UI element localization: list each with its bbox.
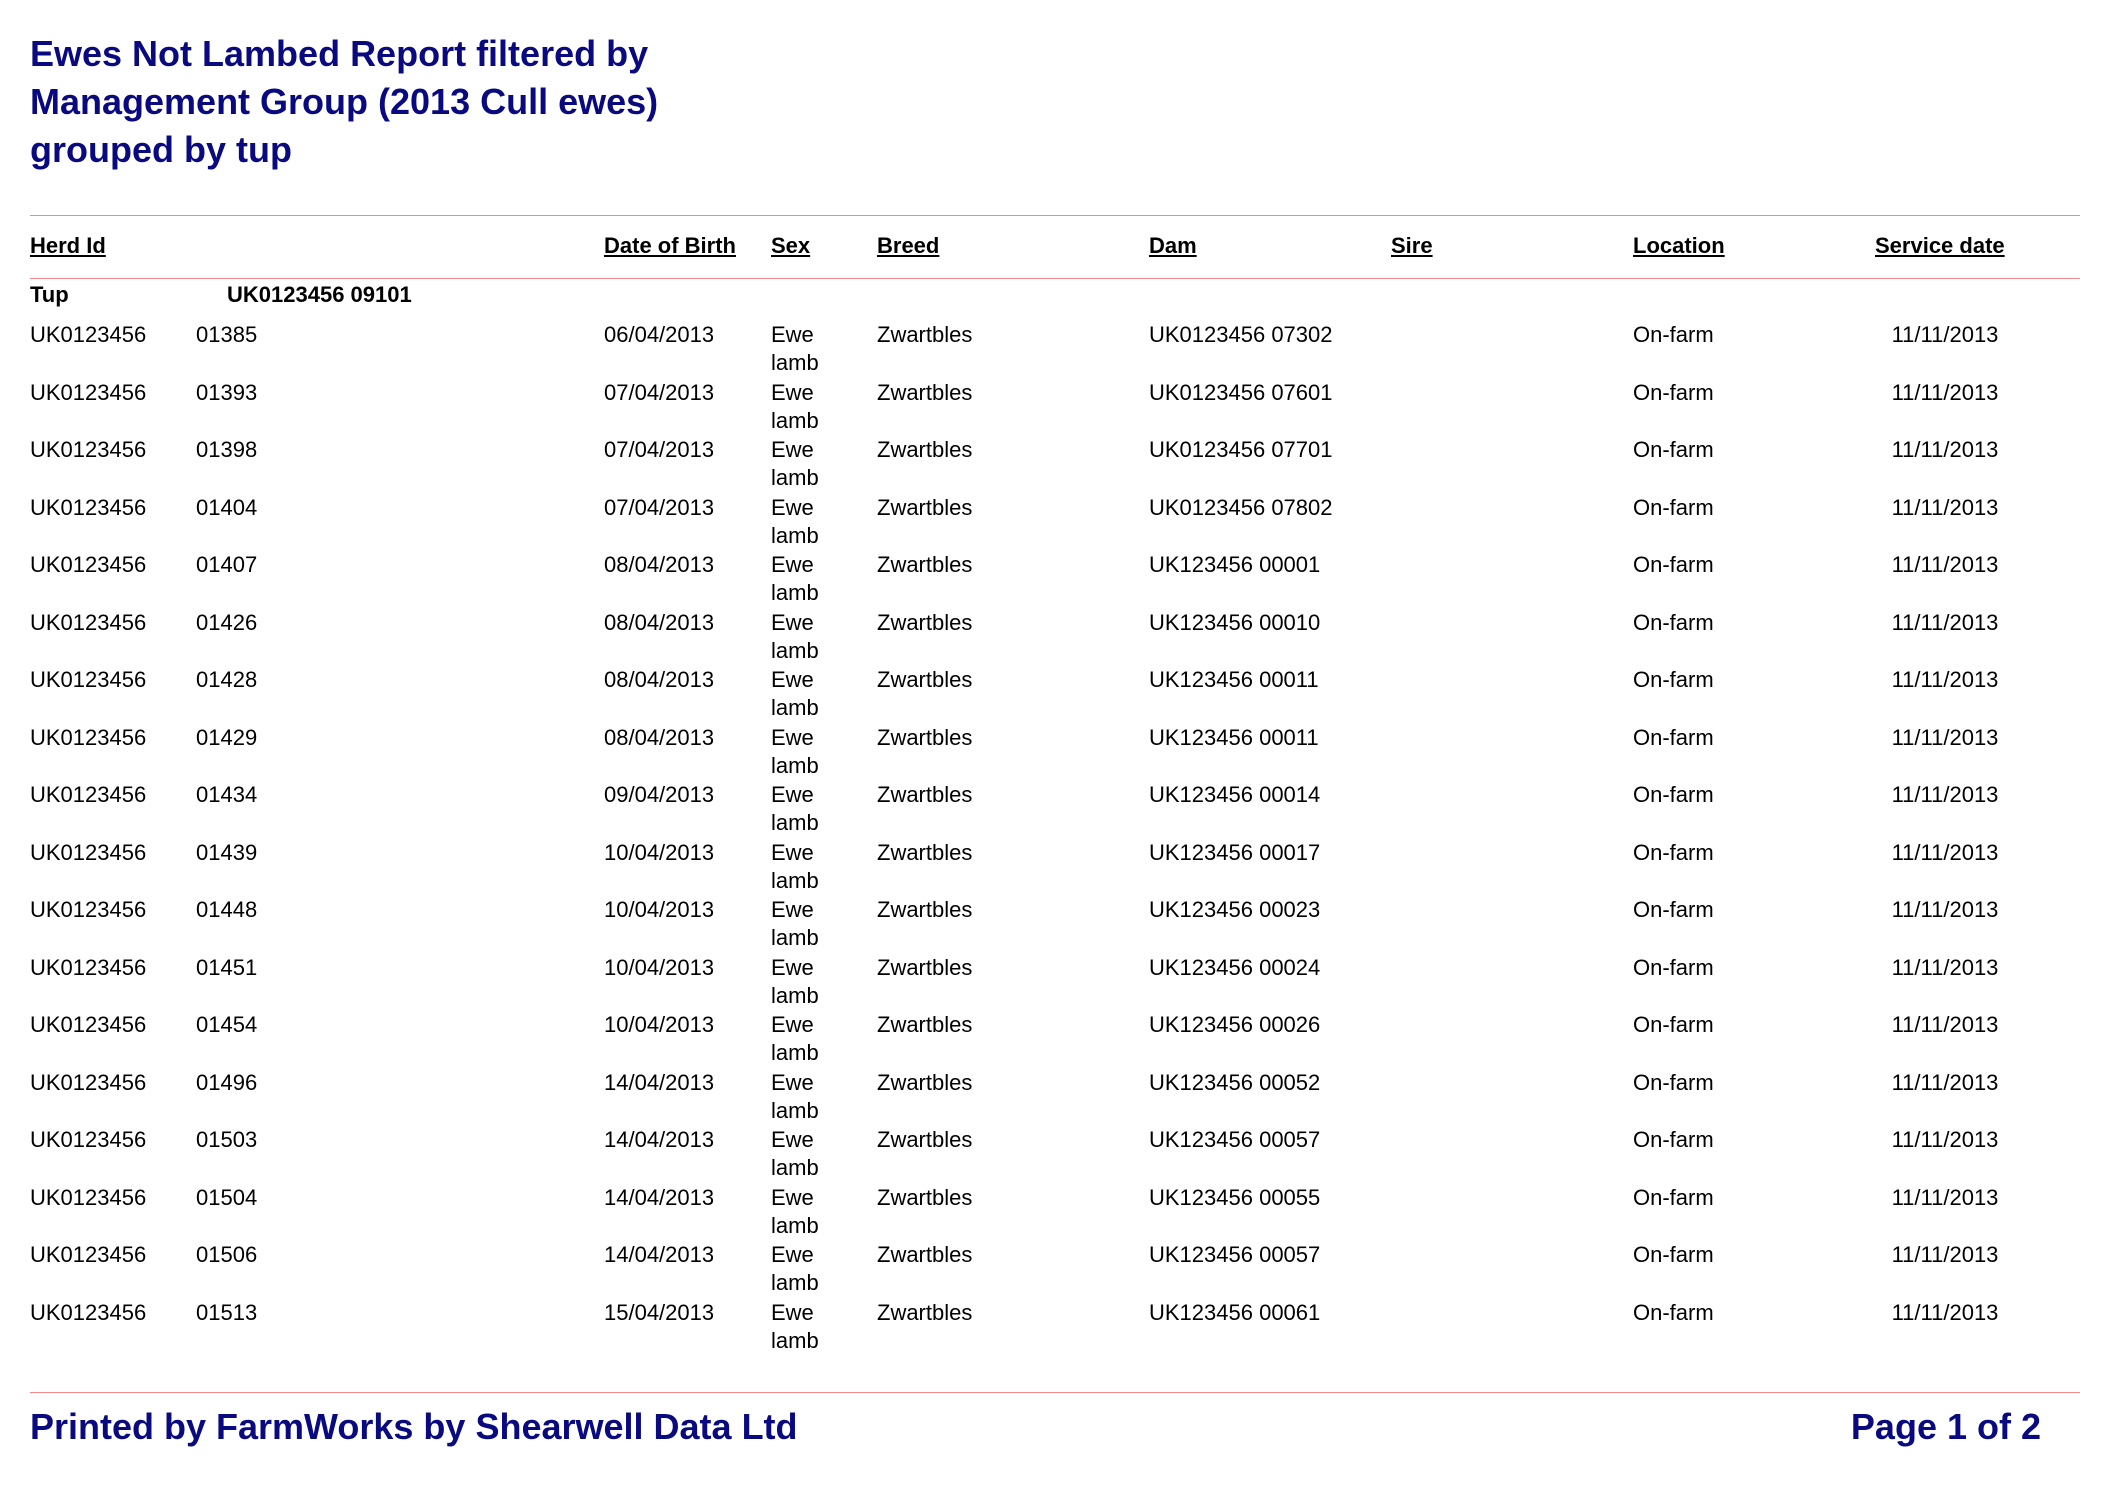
header-top-divider xyxy=(30,215,2080,216)
cell-sex: Ewe lamb xyxy=(771,1184,819,1238)
col-header-location: Location xyxy=(1633,233,1725,258)
cell-location: On-farm xyxy=(1633,1184,1714,1210)
cell-herd: UK0123456 xyxy=(30,322,147,347)
report-title-line-2: Management Group (2013 Cull ewes) xyxy=(30,81,659,122)
table-row xyxy=(0,321,2103,379)
cell-herd: UK0123456 xyxy=(30,1012,147,1037)
cell-location: On-farm xyxy=(1633,1069,1714,1095)
cell-location: On-farm xyxy=(1633,724,1714,750)
cell-dam: UK123456 00017 xyxy=(1149,839,1321,865)
cell-ewe-id: 01503 xyxy=(196,1127,258,1152)
cell-date-of-birth: 15/04/2013 xyxy=(604,1299,715,1325)
cell-service-date: 11/11/2013 xyxy=(1891,322,1999,347)
table-row xyxy=(0,1184,2103,1242)
cell-sex: Ewe lamb xyxy=(771,954,819,1008)
cell-ewe-id: 01448 xyxy=(196,897,258,922)
cell-service-date: 11/11/2013 xyxy=(1891,724,1999,750)
cell-date-of-birth: 08/04/2013 xyxy=(604,552,715,577)
cell-dam: UK123456 00011 xyxy=(1149,724,1319,750)
cell-service-date: 11/11/2013 xyxy=(1891,552,1999,577)
cell-date-of-birth: 10/04/2013 xyxy=(604,1012,715,1037)
cell-herd: UK0123456 xyxy=(30,954,147,980)
cell-ewe-id: 01428 xyxy=(196,667,258,692)
cell-ewe-id: 01454 xyxy=(196,1012,258,1037)
cell-breed: Zwartbles xyxy=(877,782,973,807)
cell-sex: Ewe lamb xyxy=(771,667,819,720)
cell-location: On-farm xyxy=(1633,897,1714,922)
cell-breed: Zwartbles xyxy=(877,839,973,865)
tup-group-label: Tup xyxy=(30,282,69,307)
cell-herd: UK0123456 xyxy=(30,1184,147,1210)
cell-date-of-birth: 08/04/2013 xyxy=(604,724,715,750)
cell-location: On-farm xyxy=(1633,494,1714,520)
cell-ewe-id: 01451 xyxy=(196,954,258,980)
cell-sex: Ewe lamb xyxy=(771,1242,819,1295)
cell-service-date: 11/11/2013 xyxy=(1891,1242,1999,1267)
col-header-dam: Dam xyxy=(1149,233,1197,258)
cell-location: On-farm xyxy=(1633,609,1714,635)
cell-dam: UK123456 00011 xyxy=(1149,667,1319,692)
cell-sex: Ewe lamb xyxy=(771,1069,819,1123)
cell-date-of-birth: 14/04/2013 xyxy=(604,1184,715,1210)
cell-ewe-id: 01429 xyxy=(196,724,258,750)
cell-date-of-birth: 10/04/2013 xyxy=(604,897,715,922)
cell-herd: UK0123456 xyxy=(30,437,147,462)
table-row xyxy=(0,839,2103,897)
table-row xyxy=(0,724,2103,782)
table-row xyxy=(0,781,2103,839)
cell-service-date: 11/11/2013 xyxy=(1891,494,1999,520)
cell-dam: UK123456 00057 xyxy=(1149,1127,1321,1152)
cell-service-date: 11/11/2013 xyxy=(1891,839,1999,865)
table-row xyxy=(0,494,2103,552)
cell-dam: UK0123456 07701 xyxy=(1149,437,1333,462)
cell-date-of-birth: 14/04/2013 xyxy=(604,1069,715,1095)
cell-sex: Ewe lamb xyxy=(771,897,819,950)
cell-breed: Zwartbles xyxy=(877,609,973,635)
header-bottom-divider xyxy=(30,278,2080,279)
cell-date-of-birth: 08/04/2013 xyxy=(604,609,715,635)
cell-herd: UK0123456 xyxy=(30,552,147,577)
cell-breed: Zwartbles xyxy=(877,1299,973,1325)
cell-location: On-farm xyxy=(1633,839,1714,865)
table-row xyxy=(0,1011,2103,1069)
cell-date-of-birth: 10/04/2013 xyxy=(604,839,715,865)
cell-herd: UK0123456 xyxy=(30,782,147,807)
col-header-sex: Sex xyxy=(771,233,811,258)
cell-location: On-farm xyxy=(1633,1299,1714,1325)
cell-service-date: 11/11/2013 xyxy=(1891,609,1999,635)
cell-herd: UK0123456 xyxy=(30,1242,147,1267)
cell-herd: UK0123456 xyxy=(30,667,147,692)
cell-location: On-farm xyxy=(1633,437,1714,462)
cell-sex: Ewe lamb xyxy=(771,552,819,605)
cell-ewe-id: 01404 xyxy=(196,494,258,520)
cell-dam: UK123456 00010 xyxy=(1149,609,1321,635)
cell-service-date: 11/11/2013 xyxy=(1891,1127,1999,1152)
cell-ewe-id: 01426 xyxy=(196,609,258,635)
cell-dam: UK123456 00052 xyxy=(1149,1069,1321,1095)
cell-breed: Zwartbles xyxy=(877,1242,973,1267)
cell-breed: Zwartbles xyxy=(877,322,973,347)
cell-breed: Zwartbles xyxy=(877,1184,973,1210)
cell-ewe-id: 01385 xyxy=(196,322,258,347)
cell-dam: UK0123456 07601 xyxy=(1149,379,1333,405)
table-row xyxy=(0,1069,2103,1127)
cell-sex: Ewe lamb xyxy=(771,1012,819,1065)
cell-date-of-birth: 07/04/2013 xyxy=(604,494,715,520)
cell-dam: UK123456 00014 xyxy=(1149,782,1321,807)
cell-date-of-birth: 10/04/2013 xyxy=(604,954,715,980)
cell-herd: UK0123456 xyxy=(30,897,147,922)
page-number: Page 1 of 2 xyxy=(1850,1406,2041,1447)
cell-service-date: 11/11/2013 xyxy=(1891,782,1999,807)
footer-divider xyxy=(30,1392,2080,1393)
cell-sex: Ewe lamb xyxy=(771,782,819,835)
printed-by-footer: Printed by FarmWorks by Shearwell Data Ltd xyxy=(30,1406,798,1447)
cell-sex: Ewe lamb xyxy=(771,322,819,375)
table-row xyxy=(0,1299,2103,1357)
cell-sex: Ewe lamb xyxy=(771,494,819,548)
cell-herd: UK0123456 xyxy=(30,379,147,405)
cell-date-of-birth: 08/04/2013 xyxy=(604,667,715,692)
col-header-date-of-birth: Date of Birth xyxy=(604,233,736,258)
cell-ewe-id: 01496 xyxy=(196,1069,258,1095)
cell-dam: UK0123456 07302 xyxy=(1149,322,1333,347)
table-row xyxy=(0,1126,2103,1184)
cell-service-date: 11/11/2013 xyxy=(1891,379,1999,405)
cell-sex: Ewe lamb xyxy=(771,839,819,893)
cell-location: On-farm xyxy=(1633,322,1714,347)
cell-date-of-birth: 14/04/2013 xyxy=(604,1127,715,1152)
cell-ewe-id: 01407 xyxy=(196,552,258,577)
cell-location: On-farm xyxy=(1633,1127,1714,1152)
cell-sex: Ewe lamb xyxy=(771,1299,819,1353)
cell-location: On-farm xyxy=(1633,1242,1714,1267)
cell-service-date: 11/11/2013 xyxy=(1891,897,1999,922)
cell-dam: UK123456 00023 xyxy=(1149,897,1321,922)
table-row xyxy=(0,609,2103,667)
cell-sex: Ewe lamb xyxy=(771,1127,819,1180)
report-title xyxy=(30,30,930,174)
cell-ewe-id: 01393 xyxy=(196,379,258,405)
cell-herd: UK0123456 xyxy=(30,1127,147,1152)
cell-ewe-id: 01398 xyxy=(196,437,258,462)
table-row xyxy=(0,379,2103,437)
cell-dam: UK123456 00061 xyxy=(1149,1299,1321,1325)
cell-location: On-farm xyxy=(1633,379,1714,405)
col-header-breed: Breed xyxy=(877,233,940,258)
cell-location: On-farm xyxy=(1633,1012,1714,1037)
col-header-herd-id: Herd Id xyxy=(30,233,106,258)
table-row xyxy=(0,436,2103,494)
cell-dam: UK123456 00024 xyxy=(1149,954,1321,980)
cell-herd: UK0123456 xyxy=(30,1299,147,1325)
cell-dam: UK123456 00001 xyxy=(1149,552,1321,577)
cell-date-of-birth: 09/04/2013 xyxy=(604,782,715,807)
cell-ewe-id: 01439 xyxy=(196,839,258,865)
cell-breed: Zwartbles xyxy=(877,667,973,692)
cell-herd: UK0123456 xyxy=(30,1069,147,1095)
cell-sex: Ewe lamb xyxy=(771,609,819,663)
cell-herd: UK0123456 xyxy=(30,839,147,865)
cell-dam: UK123456 00026 xyxy=(1149,1012,1321,1037)
cell-breed: Zwartbles xyxy=(877,897,973,922)
cell-service-date: 11/11/2013 xyxy=(1891,437,1999,462)
cell-location: On-farm xyxy=(1633,552,1714,577)
cell-breed: Zwartbles xyxy=(877,552,973,577)
col-header-service-date: Service date xyxy=(1875,233,2005,258)
cell-breed: Zwartbles xyxy=(877,494,973,520)
cell-breed: Zwartbles xyxy=(877,1012,973,1037)
cell-service-date: 11/11/2013 xyxy=(1891,1299,1999,1325)
cell-service-date: 11/11/2013 xyxy=(1891,1069,1999,1095)
cell-date-of-birth: 06/04/2013 xyxy=(604,322,715,347)
cell-sex: Ewe lamb xyxy=(771,379,819,433)
cell-ewe-id: 01504 xyxy=(196,1184,258,1210)
cell-herd: UK0123456 xyxy=(30,494,147,520)
cell-dam: UK0123456 07802 xyxy=(1149,494,1333,520)
table-row xyxy=(0,954,2103,1012)
cell-ewe-id: 01513 xyxy=(196,1299,258,1325)
cell-date-of-birth: 07/04/2013 xyxy=(604,379,715,405)
table-row xyxy=(0,1241,2103,1299)
cell-herd: UK0123456 xyxy=(30,724,147,750)
cell-service-date: 11/11/2013 xyxy=(1891,1012,1999,1037)
cell-service-date: 11/11/2013 xyxy=(1891,667,1999,692)
table-row xyxy=(0,896,2103,954)
cell-date-of-birth: 07/04/2013 xyxy=(604,437,715,462)
ewe-table-body xyxy=(0,321,2103,1356)
cell-breed: Zwartbles xyxy=(877,724,973,750)
cell-breed: Zwartbles xyxy=(877,379,973,405)
cell-breed: Zwartbles xyxy=(877,1069,973,1095)
cell-location: On-farm xyxy=(1633,782,1714,807)
tup-group-value: UK0123456 09101 xyxy=(227,282,412,307)
cell-service-date: 11/11/2013 xyxy=(1891,954,1999,980)
table-row xyxy=(0,666,2103,724)
cell-herd: UK0123456 xyxy=(30,609,147,635)
cell-location: On-farm xyxy=(1633,954,1714,980)
report-title-line-1: Ewes Not Lambed Report filtered by xyxy=(30,33,649,74)
cell-ewe-id: 01434 xyxy=(196,782,258,807)
cell-dam: UK123456 00057 xyxy=(1149,1242,1321,1267)
cell-location: On-farm xyxy=(1633,667,1714,692)
cell-date-of-birth: 14/04/2013 xyxy=(604,1242,715,1267)
cell-sex: Ewe lamb xyxy=(771,724,819,778)
cell-ewe-id: 01506 xyxy=(196,1242,258,1267)
cell-breed: Zwartbles xyxy=(877,437,973,462)
col-header-sire: Sire xyxy=(1391,233,1433,258)
table-row xyxy=(0,551,2103,609)
cell-breed: Zwartbles xyxy=(877,954,973,980)
cell-breed: Zwartbles xyxy=(877,1127,973,1152)
report-title-line-3: grouped by tup xyxy=(30,129,292,170)
cell-service-date: 11/11/2013 xyxy=(1891,1184,1999,1210)
cell-sex: Ewe lamb xyxy=(771,437,819,490)
cell-dam: UK123456 00055 xyxy=(1149,1184,1321,1210)
